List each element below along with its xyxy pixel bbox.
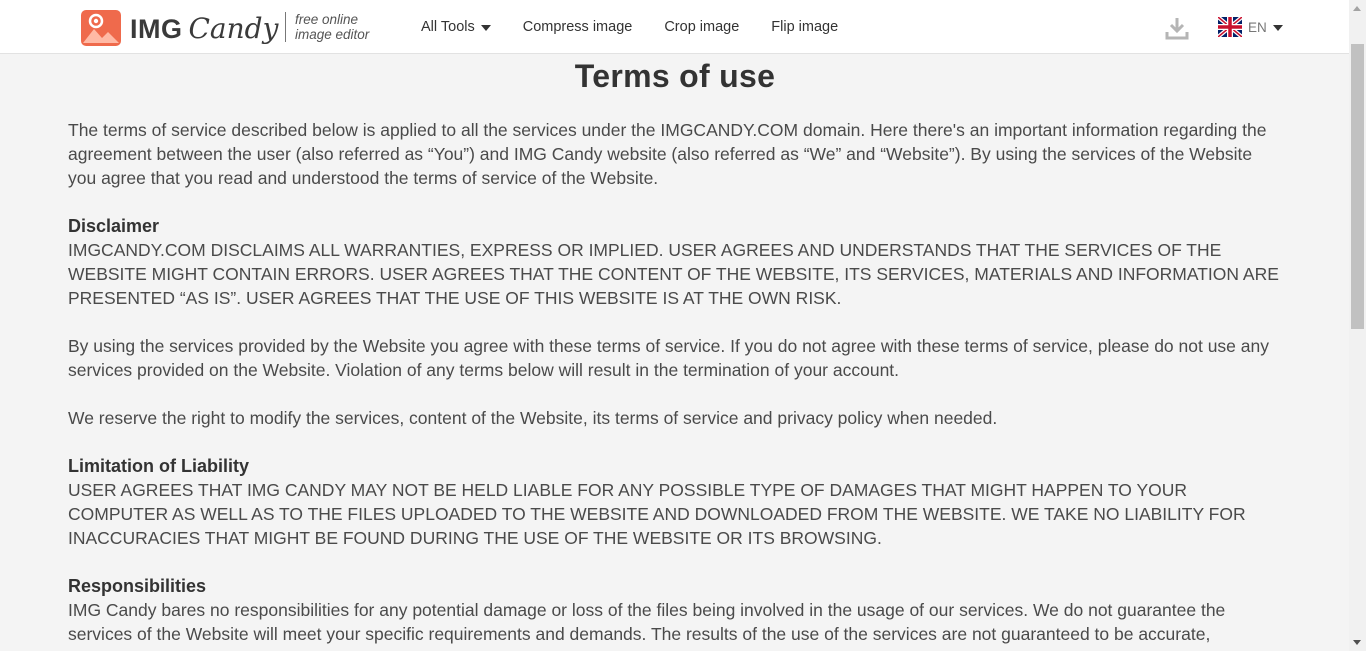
language-selector[interactable] [1218,17,1283,37]
modify-paragraph: We reserve the right to modify the services, content of the Website, its terms of service and privacy policy when needed. [68,408,998,428]
nav-flip-image[interactable] [771,19,838,35]
scrollbar-thumb[interactable] [1351,44,1364,329]
disclaimer-paragraph: IMGCANDY.COM DISCLAIMS ALL WARRANTIES, EXPRESS OR IMPLIED. USER AGREES AND UNDERSTANDS THAT THE SERVICES OF THE WEBSITE MIGHT CONTAIN ERRORS. USER AGREES THAT THE CONTENT OF THE WEBSITE, ITS SERVICES, MATERIALS AND INFORMATION ARE PRESENTED “AS IS”. USER AGREES THAT THE USE OF THIS WEBSITE IS AT THE OWN RISK. [68,240,1279,308]
agreement-paragraph: By using the services provided by the Website you agree with these terms of service. If you do not agree with these terms of service, please do not use any services provided on the Website. Violation of any terms below will result in the termination of your account. [68,336,1269,380]
page-title: Terms of use [574,58,776,94]
site-header [0,0,1349,54]
main-nav [421,0,870,54]
scroll-down-arrow-icon[interactable] [1353,640,1361,645]
vertical-scrollbar[interactable] [1349,0,1366,651]
logo-img-text: IMG [130,13,183,44]
logo-text [130,12,278,45]
intro-paragraph: The terms of service described below is applied to all the services under the IMGCANDY.COM domain. Here there's an important information regarding the agreement between the user (also referred as “You”) and IMG Candy website (also referred as “We” and “Website”). By using the services of the Website you agree that you read and understood the terms of service of the Website. [68,120,1267,188]
nav-crop-image-label: Crop image [664,19,740,35]
download-icon [1164,15,1190,41]
nav-compress-image-label: Compress image [522,19,633,35]
caret-down-icon [481,25,491,31]
nav-all-tools[interactable] [421,19,491,35]
terms-content [68,54,1282,646]
logo-mark-icon [80,9,122,47]
nav-flip-image-label: Flip image [771,19,839,35]
responsibilities-paragraph: IMG Candy bares no responsibilities for any potential damage or loss of the files being involved in the usage of our services. We do not guarantee the services of the Website will meet your specific requirements and demands. The results of the use of the services are not guaranteed to be accurate, [68,600,1226,644]
language-code: EN [1248,19,1267,35]
logo-candy-text: Candy [188,11,279,45]
tagline [285,12,369,42]
responsibilities-heading: Responsibilities [68,576,207,596]
tagline-line-1: free online [295,12,359,27]
caret-down-icon [1273,25,1283,31]
scroll-up-arrow-icon[interactable] [1353,6,1361,11]
tagline-line-2: image editor [295,27,370,42]
download-button[interactable] [1164,15,1190,41]
site-logo[interactable] [80,8,278,48]
nav-compress-image[interactable] [523,19,633,35]
disclaimer-heading: Disclaimer [68,216,160,236]
liability-paragraph: USER AGREES THAT IMG CANDY MAY NOT BE HELD LIABLE FOR ANY POSSIBLE TYPE OF DAMAGES THAT MIGHT HAPPEN TO YOUR COMPUTER AS WELL AS TO THE FILES UPLOADED TO THE WEBSITE AND DOWNLOADED FROM THE WEBSITE. WE TAKE NO LIABILITY FOR INACCURACIES THAT MIGHT BE FOUND DURING THE USE OF THE WEBSITE OR ITS BROWSING. [68,480,1246,548]
uk-flag-icon [1218,17,1242,37]
liability-heading: Limitation of Liability [68,456,249,476]
nav-crop-image[interactable] [664,19,739,35]
nav-all-tools-label: All Tools [421,19,475,35]
